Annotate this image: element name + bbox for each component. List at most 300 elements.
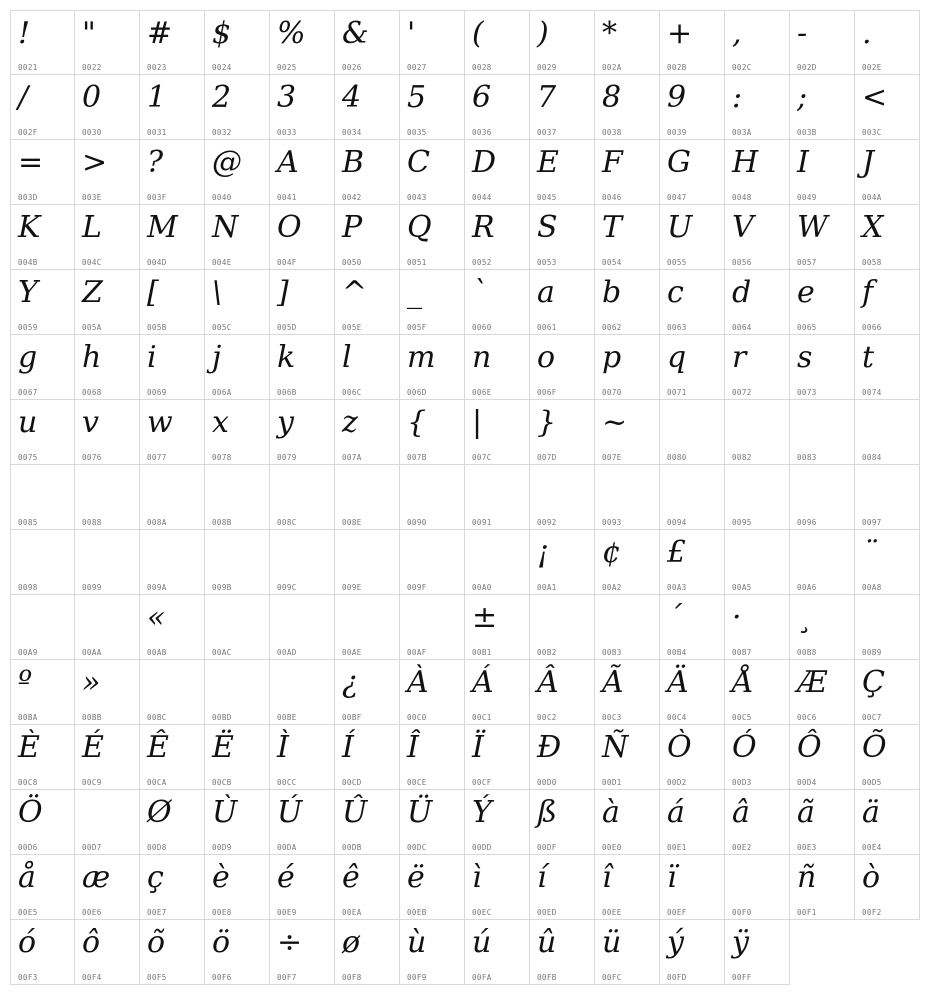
glyph-cell[interactable] [205, 790, 270, 855]
glyph-code: 0054 [602, 258, 622, 267]
glyph-cell[interactable] [595, 270, 660, 335]
glyph-code: 0056 [732, 258, 752, 267]
glyph-char: T [602, 210, 623, 245]
glyph-cell[interactable] [465, 270, 530, 335]
glyph-cell[interactable] [10, 660, 75, 725]
glyph-cell[interactable] [725, 270, 790, 335]
glyph-cell[interactable] [660, 465, 725, 530]
glyph-cell[interactable] [595, 790, 660, 855]
glyph-cell[interactable] [855, 465, 920, 530]
glyph-cell[interactable] [790, 75, 855, 140]
glyph-cell[interactable] [75, 530, 140, 595]
glyph-cell[interactable] [790, 400, 855, 465]
glyph-cell[interactable] [660, 725, 725, 790]
glyph-char: ( [472, 16, 484, 51]
glyph-cell[interactable] [660, 140, 725, 205]
glyph-cell[interactable] [725, 335, 790, 400]
glyph-code: 0097 [862, 518, 882, 527]
glyph-cell[interactable] [790, 530, 855, 595]
glyph-cell[interactable] [595, 660, 660, 725]
glyph-code: 00B7 [732, 648, 752, 657]
glyph-cell[interactable] [335, 660, 400, 725]
glyph-cell[interactable] [530, 270, 595, 335]
glyph-cell[interactable] [465, 465, 530, 530]
glyph-cell[interactable] [270, 465, 335, 530]
glyph-cell[interactable] [790, 660, 855, 725]
glyph-cell[interactable] [10, 270, 75, 335]
glyph-cell[interactable] [465, 855, 530, 920]
glyph-cell[interactable] [335, 465, 400, 530]
glyph-code: 00ED [537, 908, 557, 917]
glyph-cell[interactable] [10, 335, 75, 400]
glyph-code: 0027 [407, 63, 427, 72]
glyph-cell[interactable] [660, 595, 725, 660]
glyph-cell[interactable] [855, 400, 920, 465]
glyph-cell[interactable] [595, 140, 660, 205]
glyph-cell[interactable] [10, 725, 75, 790]
glyph-cell[interactable] [595, 725, 660, 790]
glyph-cell[interactable] [725, 660, 790, 725]
glyph-char: q [667, 340, 687, 375]
glyph-cell[interactable] [790, 725, 855, 790]
glyph-cell[interactable] [205, 595, 270, 660]
glyph-cell[interactable] [790, 790, 855, 855]
glyph-char: ô [82, 925, 101, 960]
glyph-cell[interactable] [75, 75, 140, 140]
glyph-cell[interactable] [855, 140, 920, 205]
glyph-cell[interactable] [10, 595, 75, 660]
glyph-char: Ú [277, 795, 303, 830]
glyph-code: 0064 [732, 323, 752, 332]
glyph-char: Ç [862, 665, 885, 700]
glyph-cell[interactable] [530, 205, 595, 270]
glyph-cell[interactable] [465, 335, 530, 400]
glyph-cell[interactable] [400, 335, 465, 400]
glyph-code: 00A1 [537, 583, 557, 592]
glyph-char: b [602, 275, 622, 310]
glyph-cell[interactable] [205, 205, 270, 270]
glyph-cell[interactable] [530, 465, 595, 530]
glyph-cell[interactable] [660, 660, 725, 725]
glyph-cell[interactable] [335, 530, 400, 595]
glyph-cell[interactable] [205, 920, 270, 985]
glyph-cell[interactable] [855, 595, 920, 660]
glyph-cell[interactable] [790, 595, 855, 660]
glyph-cell[interactable] [530, 920, 595, 985]
glyph-cell[interactable] [335, 595, 400, 660]
glyph-cell[interactable] [10, 75, 75, 140]
glyph-cell[interactable] [75, 400, 140, 465]
glyph-cell[interactable] [660, 270, 725, 335]
glyph-code: 00F2 [862, 908, 882, 917]
glyph-cell[interactable] [205, 140, 270, 205]
glyph-code: 00C2 [537, 713, 557, 722]
glyph-code: 00D3 [732, 778, 752, 787]
glyph-char: ó [18, 925, 37, 960]
glyph-cell[interactable] [205, 335, 270, 400]
glyph-cell[interactable] [660, 855, 725, 920]
glyph-char: » [82, 665, 101, 700]
glyph-cell[interactable] [75, 660, 140, 725]
glyph-cell[interactable] [10, 205, 75, 270]
glyph-cell[interactable] [725, 530, 790, 595]
glyph-cell[interactable] [140, 10, 205, 75]
glyph-cell[interactable] [75, 725, 140, 790]
glyph-cell[interactable] [140, 270, 205, 335]
glyph-cell[interactable] [595, 75, 660, 140]
glyph-cell[interactable] [400, 400, 465, 465]
glyph-cell[interactable] [465, 725, 530, 790]
glyph-cell[interactable] [400, 10, 465, 75]
glyph-code: 003A [732, 128, 752, 137]
glyph-char: ø [342, 925, 361, 960]
glyph-char: F [602, 145, 623, 180]
glyph-code: 0035 [407, 128, 427, 137]
glyph-cell[interactable] [530, 10, 595, 75]
glyph-cell[interactable] [725, 725, 790, 790]
glyph-code: 00DF [537, 843, 557, 852]
glyph-code: 004E [212, 258, 232, 267]
glyph-char: ~ [602, 405, 628, 440]
glyph-code: 0090 [407, 518, 427, 527]
glyph-char: h [82, 340, 102, 375]
glyph-char: K [18, 210, 41, 245]
glyph-cell[interactable] [270, 10, 335, 75]
glyph-cell[interactable] [465, 140, 530, 205]
glyph-cell[interactable] [140, 595, 205, 660]
glyph-char: Õ [862, 730, 887, 765]
glyph-cell[interactable] [725, 465, 790, 530]
glyph-cell[interactable] [855, 725, 920, 790]
glyph-cell[interactable] [530, 855, 595, 920]
glyph-cell[interactable] [270, 270, 335, 335]
glyph-cell[interactable] [400, 75, 465, 140]
glyph-char: Ü [407, 795, 433, 830]
glyph-cell[interactable] [140, 790, 205, 855]
glyph-char: c [667, 275, 684, 310]
glyph-cell[interactable] [530, 660, 595, 725]
glyph-code: 00F0 [732, 908, 752, 917]
glyph-cell[interactable] [270, 660, 335, 725]
glyph-cell[interactable] [595, 465, 660, 530]
glyph-cell[interactable] [530, 725, 595, 790]
glyph-cell[interactable] [660, 530, 725, 595]
glyph-cell[interactable] [530, 335, 595, 400]
glyph-cell[interactable] [465, 790, 530, 855]
glyph-cell[interactable] [725, 790, 790, 855]
glyph-cell[interactable] [855, 10, 920, 75]
glyph-cell[interactable] [595, 855, 660, 920]
glyph-code: 002C [732, 63, 752, 72]
glyph-cell[interactable] [75, 335, 140, 400]
glyph-code: 00E2 [732, 843, 752, 852]
glyph-cell[interactable] [790, 465, 855, 530]
glyph-cell[interactable] [140, 725, 205, 790]
glyph-cell[interactable] [335, 855, 400, 920]
glyph-cell[interactable] [660, 920, 725, 985]
glyph-cell[interactable] [400, 790, 465, 855]
glyph-code: 0026 [342, 63, 362, 72]
glyph-cell[interactable] [725, 205, 790, 270]
glyph-cell[interactable] [660, 75, 725, 140]
glyph-char: Y [18, 275, 38, 310]
glyph-cell[interactable] [790, 335, 855, 400]
glyph-cell[interactable] [595, 530, 660, 595]
glyph-cell[interactable] [725, 920, 790, 985]
glyph-code: 00F3 [18, 973, 38, 982]
glyph-char: f [862, 275, 874, 310]
glyph-cell[interactable] [205, 75, 270, 140]
glyph-char: à [602, 795, 620, 830]
glyph-code: 0058 [862, 258, 882, 267]
glyph-cell[interactable] [205, 855, 270, 920]
glyph-cell[interactable] [75, 205, 140, 270]
glyph-char: % [277, 16, 306, 51]
glyph-char: @ [212, 145, 242, 180]
glyph-code: 00A5 [732, 583, 752, 592]
glyph-cell[interactable] [790, 205, 855, 270]
glyph-cell[interactable] [595, 920, 660, 985]
glyph-cell[interactable] [725, 855, 790, 920]
glyph-cell[interactable] [75, 10, 140, 75]
glyph-code: 00B3 [602, 648, 622, 657]
glyph-cell[interactable] [205, 465, 270, 530]
glyph-cell[interactable] [140, 920, 205, 985]
glyph-cell[interactable] [855, 530, 920, 595]
glyph-cell[interactable] [335, 725, 400, 790]
glyph-cell[interactable] [270, 205, 335, 270]
glyph-code: 00F1 [797, 908, 817, 917]
glyph-cell[interactable] [335, 75, 400, 140]
glyph-code: 00D8 [147, 843, 167, 852]
glyph-code: 00AC [212, 648, 232, 657]
glyph-cell[interactable] [660, 335, 725, 400]
glyph-code: 008B [212, 518, 232, 527]
glyph-cell[interactable] [400, 725, 465, 790]
glyph-cell[interactable] [140, 660, 205, 725]
glyph-char: v [82, 405, 99, 440]
glyph-code: 006D [407, 388, 427, 397]
glyph-cell[interactable] [140, 855, 205, 920]
glyph-cell[interactable] [790, 10, 855, 75]
glyph-code: 009A [147, 583, 167, 592]
glyph-cell[interactable] [855, 790, 920, 855]
glyph-cell[interactable] [270, 595, 335, 660]
glyph-code: 0098 [18, 583, 38, 592]
glyph-code: 00D6 [18, 843, 38, 852]
glyph-cell[interactable] [790, 855, 855, 920]
glyph-char: O [277, 210, 302, 245]
glyph-cell[interactable] [400, 920, 465, 985]
glyph-code: 0074 [862, 388, 882, 397]
glyph-cell[interactable] [270, 140, 335, 205]
glyph-cell[interactable] [205, 725, 270, 790]
glyph-code: 0051 [407, 258, 427, 267]
glyph-code: 004B [18, 258, 38, 267]
glyph-cell[interactable] [205, 270, 270, 335]
glyph-cell[interactable] [660, 790, 725, 855]
glyph-char: Ä [667, 665, 689, 700]
glyph-cell[interactable] [10, 10, 75, 75]
glyph-cell[interactable] [140, 140, 205, 205]
glyph-cell[interactable] [335, 335, 400, 400]
glyph-cell[interactable] [270, 530, 335, 595]
glyph-cell[interactable] [10, 790, 75, 855]
glyph-cell[interactable] [335, 10, 400, 75]
glyph-cell[interactable] [270, 725, 335, 790]
glyph-cell[interactable] [595, 205, 660, 270]
glyph-cell[interactable] [10, 530, 75, 595]
glyph-cell[interactable] [595, 400, 660, 465]
glyph-cell[interactable] [140, 530, 205, 595]
glyph-cell[interactable] [465, 920, 530, 985]
glyph-cell[interactable] [790, 270, 855, 335]
glyph-cell[interactable] [530, 790, 595, 855]
glyph-cell[interactable] [530, 595, 595, 660]
glyph-cell[interactable] [75, 855, 140, 920]
glyph-cell[interactable] [75, 790, 140, 855]
glyph-code: 0070 [602, 388, 622, 397]
glyph-cell[interactable] [595, 10, 660, 75]
glyph-cell[interactable] [270, 335, 335, 400]
glyph-code: 0024 [212, 63, 232, 72]
glyph-char: É [82, 730, 104, 765]
glyph-cell[interactable] [270, 400, 335, 465]
glyph-cell[interactable] [140, 75, 205, 140]
glyph-cell[interactable] [725, 75, 790, 140]
glyph-cell[interactable] [855, 855, 920, 920]
glyph-cell[interactable] [465, 75, 530, 140]
glyph-cell[interactable] [10, 400, 75, 465]
glyph-code: 005B [147, 323, 167, 332]
glyph-cell[interactable] [725, 595, 790, 660]
glyph-cell[interactable] [140, 400, 205, 465]
glyph-cell[interactable] [335, 400, 400, 465]
glyph-code: 008C [277, 518, 297, 527]
glyph-cell[interactable] [465, 595, 530, 660]
glyph-cell[interactable] [400, 270, 465, 335]
glyph-cell[interactable] [530, 400, 595, 465]
glyph-cell[interactable] [335, 270, 400, 335]
glyph-cell[interactable] [270, 920, 335, 985]
glyph-code: 00A2 [602, 583, 622, 592]
glyph-char: = [18, 145, 44, 180]
glyph-cell[interactable] [660, 205, 725, 270]
glyph-cell[interactable] [725, 10, 790, 75]
glyph-char: I [797, 145, 809, 180]
glyph-code: 0048 [732, 193, 752, 202]
glyph-cell[interactable] [855, 335, 920, 400]
glyph-cell[interactable] [400, 205, 465, 270]
glyph-cell[interactable] [335, 920, 400, 985]
glyph-cell[interactable] [205, 400, 270, 465]
glyph-code: 007E [602, 453, 622, 462]
glyph-cell[interactable] [465, 205, 530, 270]
glyph-cell[interactable] [205, 530, 270, 595]
glyph-cell[interactable] [595, 335, 660, 400]
glyph-char: + [667, 16, 693, 51]
glyph-cell[interactable] [530, 140, 595, 205]
glyph-char: ï [667, 860, 677, 895]
glyph-char: Ó [732, 730, 757, 765]
glyph-cell[interactable] [530, 530, 595, 595]
glyph-cell[interactable] [10, 465, 75, 530]
glyph-char: ± [472, 600, 498, 635]
glyph-cell[interactable] [10, 140, 75, 205]
glyph-code: 0025 [277, 63, 297, 72]
glyph-cell[interactable] [400, 660, 465, 725]
glyph-char: x [212, 405, 229, 440]
glyph-cell[interactable] [465, 400, 530, 465]
glyph-code: 003E [82, 193, 102, 202]
glyph-char: # [147, 16, 173, 51]
glyph-cell[interactable] [465, 660, 530, 725]
glyph-cell[interactable] [595, 595, 660, 660]
glyph-cell[interactable] [335, 140, 400, 205]
glyph-cell[interactable] [400, 855, 465, 920]
glyph-cell[interactable] [75, 595, 140, 660]
glyph-cell[interactable] [270, 790, 335, 855]
glyph-cell[interactable] [790, 140, 855, 205]
glyph-char: R [472, 210, 495, 245]
glyph-code: 00C6 [797, 713, 817, 722]
glyph-cell[interactable] [725, 140, 790, 205]
glyph-cell[interactable] [75, 140, 140, 205]
glyph-cell[interactable] [400, 530, 465, 595]
glyph-cell[interactable] [465, 530, 530, 595]
glyph-cell[interactable] [465, 10, 530, 75]
glyph-cell[interactable] [530, 75, 595, 140]
glyph-cell[interactable] [10, 920, 75, 985]
glyph-cell[interactable] [205, 10, 270, 75]
glyph-code: 0092 [537, 518, 557, 527]
glyph-cell[interactable] [75, 270, 140, 335]
glyph-code: 00E6 [82, 908, 102, 917]
glyph-cell[interactable] [400, 465, 465, 530]
glyph-cell[interactable] [725, 400, 790, 465]
glyph-cell[interactable] [855, 660, 920, 725]
glyph-char: } [537, 405, 557, 440]
glyph-cell[interactable] [270, 75, 335, 140]
glyph-cell[interactable] [140, 465, 205, 530]
glyph-cell[interactable] [400, 140, 465, 205]
glyph-cell[interactable] [75, 465, 140, 530]
glyph-char: Û [342, 795, 368, 830]
glyph-cell[interactable] [855, 270, 920, 335]
glyph-char: * [602, 16, 617, 51]
glyph-char: ñ [797, 860, 817, 895]
glyph-cell[interactable] [855, 205, 920, 270]
glyph-code: 00C3 [602, 713, 622, 722]
glyph-cell[interactable] [205, 660, 270, 725]
glyph-char: ¢ [602, 535, 622, 570]
glyph-code: 00E8 [212, 908, 232, 917]
glyph-char: & [342, 16, 369, 51]
glyph-cell[interactable] [140, 335, 205, 400]
glyph-cell[interactable] [660, 10, 725, 75]
glyph-cell[interactable] [660, 400, 725, 465]
glyph-cell[interactable] [10, 855, 75, 920]
glyph-cell[interactable] [400, 595, 465, 660]
glyph-cell[interactable] [140, 205, 205, 270]
glyph-cell[interactable] [270, 855, 335, 920]
glyph-cell[interactable] [335, 205, 400, 270]
glyph-code: 005D [277, 323, 297, 332]
glyph-cell[interactable] [335, 790, 400, 855]
glyph-cell[interactable] [855, 75, 920, 140]
glyph-code: 0031 [147, 128, 167, 137]
glyph-cell[interactable] [75, 920, 140, 985]
